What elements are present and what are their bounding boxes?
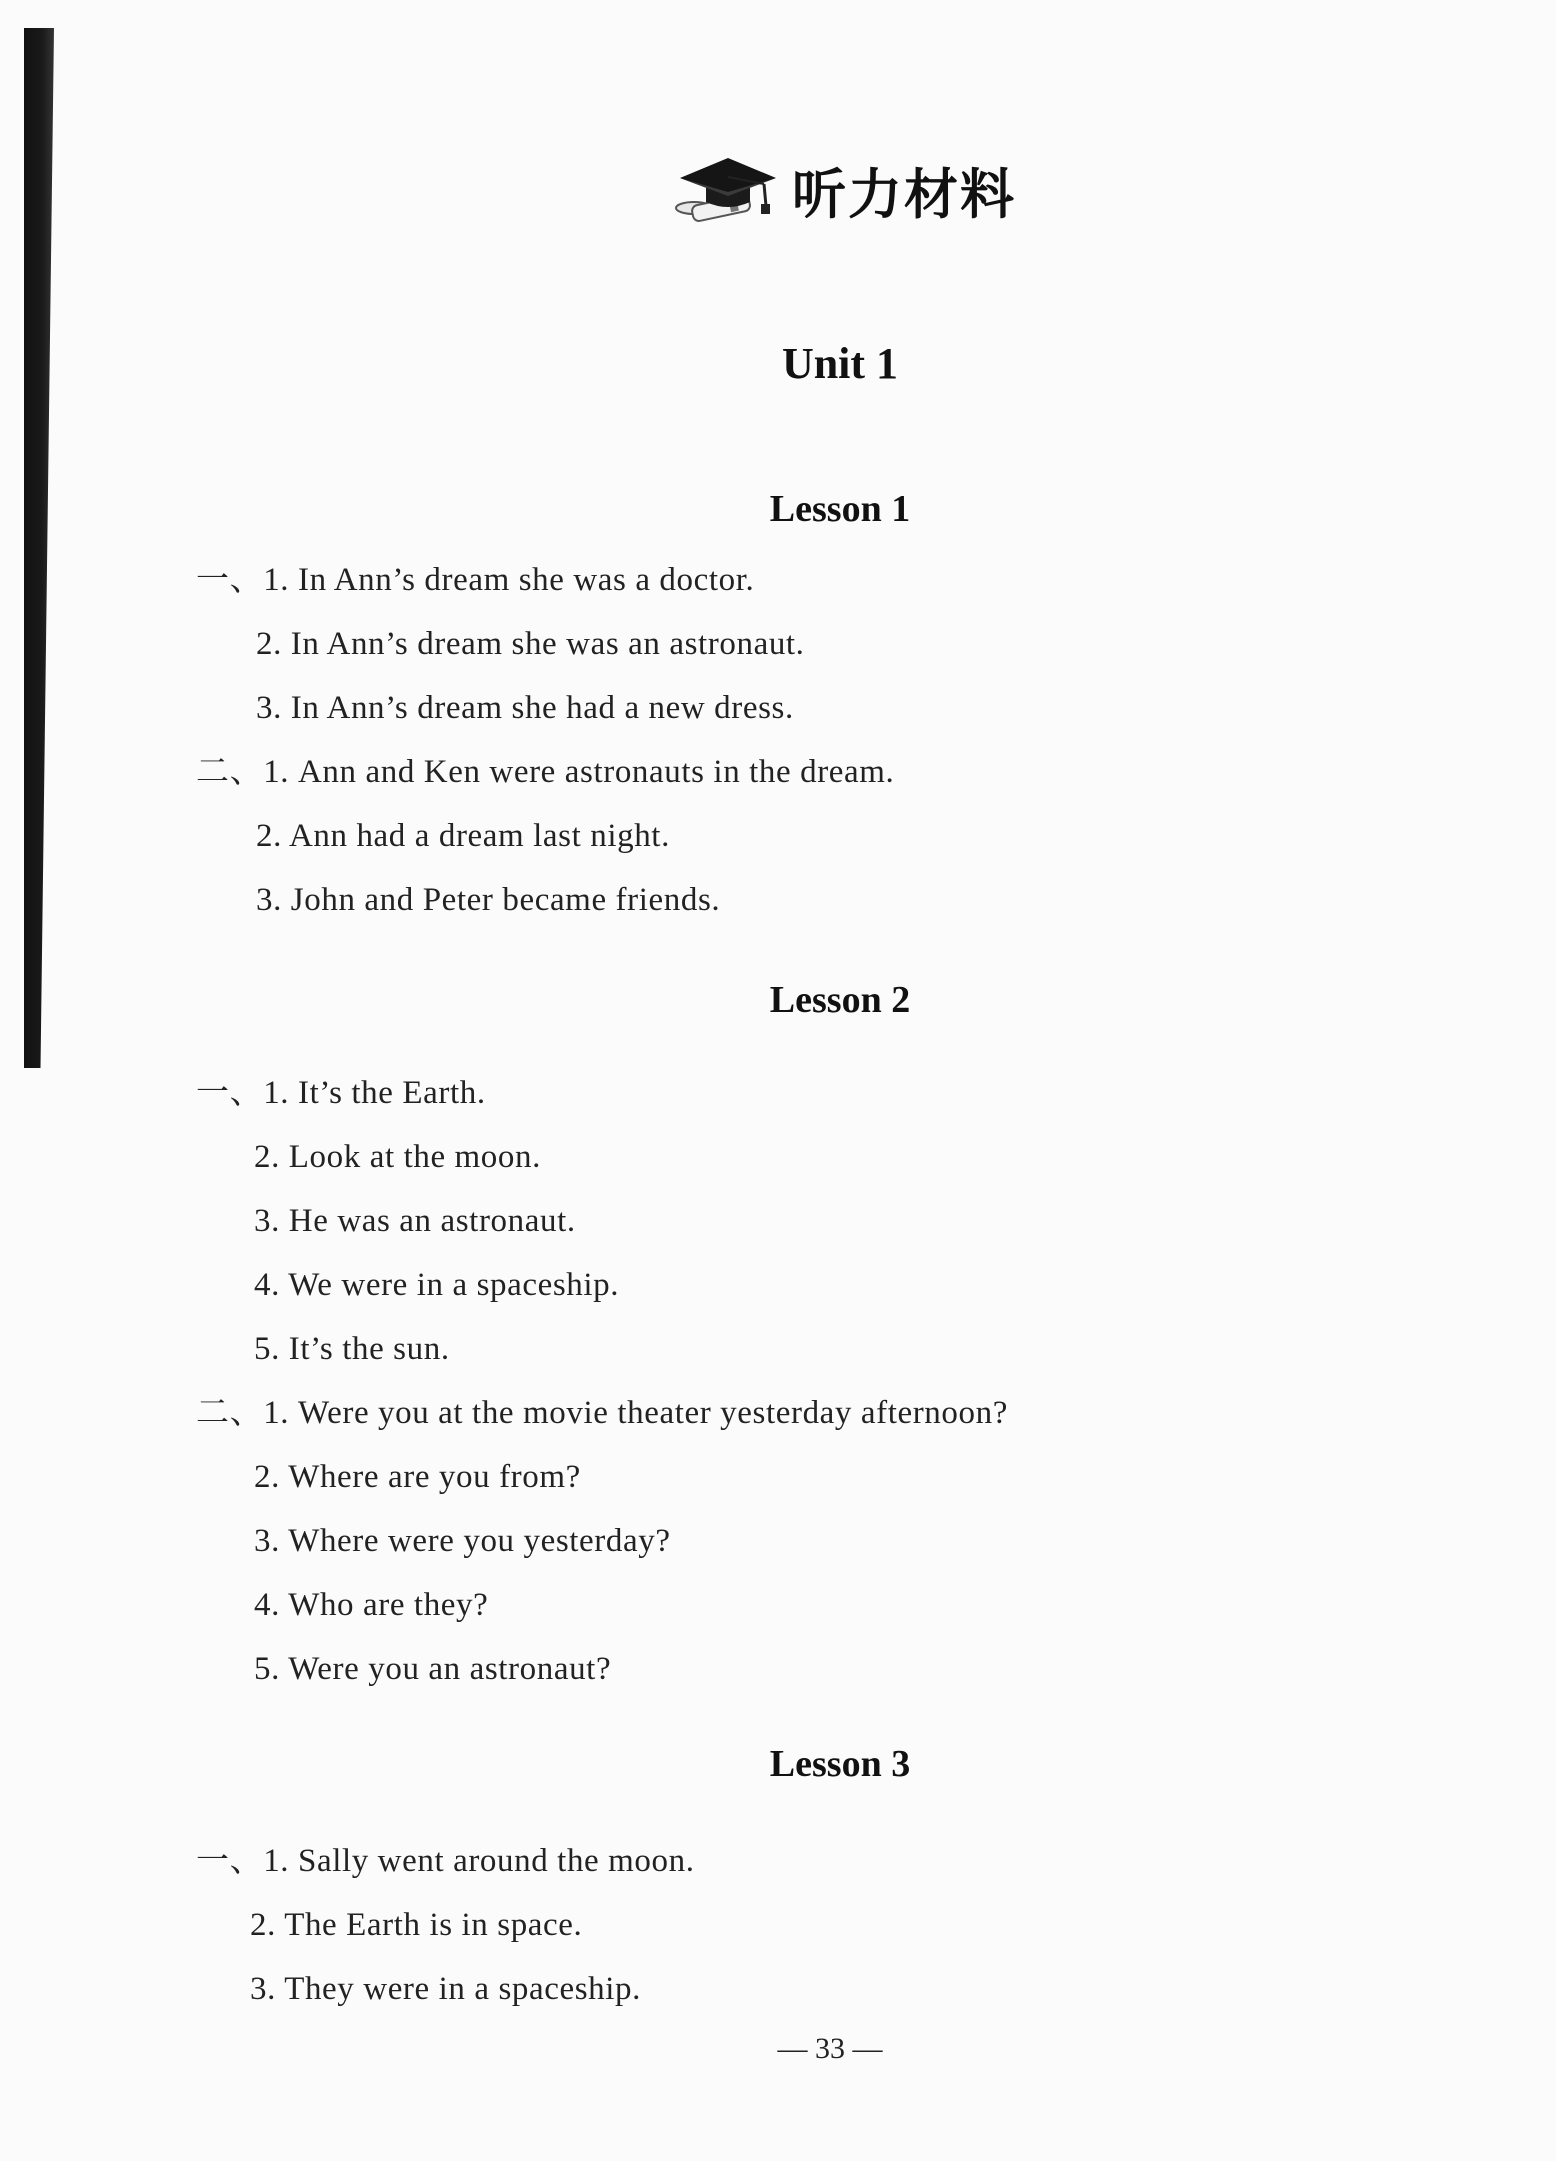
script-line: 3. They were in a spaceship.	[250, 1971, 641, 2007]
script-line: 二、1. Ann and Ken were astronauts in the dream.	[196, 754, 895, 790]
script-line: 5. Were you an astronaut?	[254, 1651, 612, 1687]
page-binding-edge	[24, 28, 54, 1068]
lesson-title: Lesson 2	[769, 979, 911, 1021]
script-line: 一、1. It’s the Earth.	[196, 1075, 486, 1111]
script-line: 5. It’s the sun.	[254, 1331, 450, 1367]
page-number: — 33 —	[777, 2032, 883, 2065]
lesson-title: Lesson 1	[769, 488, 911, 530]
section-header	[672, 150, 1016, 230]
script-line: 3. Where were you yesterday?	[254, 1523, 671, 1559]
script-line: 2. In Ann’s dream she was an astronaut.	[256, 626, 805, 662]
script-line: 4. Who are they?	[254, 1587, 489, 1623]
header-title: 听力材料	[792, 162, 1016, 226]
script-line: 2. Ann had a dream last night.	[256, 818, 670, 854]
script-line: 一、1. Sally went around the moon.	[196, 1843, 695, 1879]
script-line: 2. Where are you from?	[254, 1459, 581, 1495]
script-line: 3. John and Peter became friends.	[256, 882, 721, 918]
lesson-title: Lesson 3	[769, 1743, 911, 1785]
script-line: 3. He was an astronaut.	[254, 1203, 576, 1239]
script-line: 一、1. In Ann’s dream she was a doctor.	[196, 562, 755, 598]
script-line: 2. Look at the moon.	[254, 1139, 541, 1175]
script-line: 二、1. Were you at the movie theater yesterday afternoon?	[196, 1395, 1008, 1431]
script-line: 4. We were in a spaceship.	[254, 1267, 620, 1303]
unit-title: Unit 1	[781, 339, 899, 388]
script-line: 3. In Ann’s dream she had a new dress.	[256, 690, 794, 726]
script-line: 2. The Earth is in space.	[250, 1907, 583, 1943]
graduation-cap-icon	[672, 150, 780, 230]
